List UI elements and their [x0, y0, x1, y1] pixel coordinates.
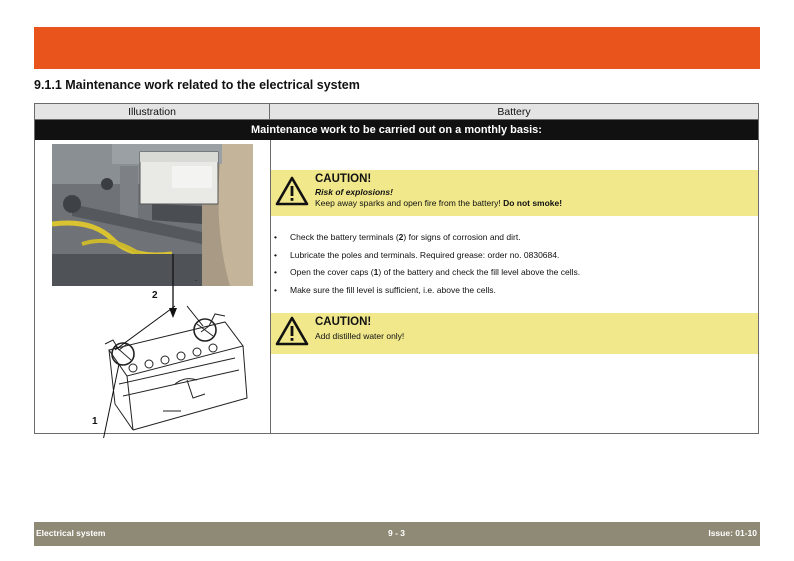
caution-text: Add distilled water only!: [315, 331, 405, 341]
caution-title: CAUTION!: [315, 173, 372, 185]
caution-text: [315, 198, 562, 208]
callout-label-1: 1: [92, 416, 98, 427]
list-item: • Check the battery terminals (2) for signs of corrosion and dirt.: [274, 232, 521, 242]
warning-triangle-icon: [275, 316, 309, 346]
list-item: • Open the cover caps (1) of the battery and check the fill level above the cells.: [274, 267, 581, 277]
caution-subtitle: Risk of explosions!: [315, 187, 393, 197]
list-item: • Make sure the fill level is sufficient, i.e. above the cells.: [274, 284, 496, 295]
footer-page-number: 9 - 3: [388, 528, 406, 538]
footer-chapter: Electrical system: [36, 528, 106, 538]
interval-bar: Maintenance work to be carried out on a monthly basis:: [35, 120, 758, 140]
caution-text-main: Keep away sparks and open fire from the battery!: [315, 198, 501, 208]
battery-photo: [52, 144, 253, 286]
callout-label-2: 2: [152, 290, 158, 301]
list-item: • Lubricate the poles and terminals. Required grease: order no. 0830684.: [274, 249, 560, 260]
column-header-battery: Battery: [270, 104, 758, 120]
page-footer: [34, 522, 760, 546]
maintenance-table: [34, 103, 759, 434]
footer-issue: Issue: 01-10: [708, 528, 757, 538]
column-header-illustration: Illustration: [35, 104, 270, 120]
maintenance-steps: [274, 230, 754, 300]
section-title: 9.1.1 Maintenance work related to the electrical system: [34, 78, 360, 92]
warning-triangle-icon: [275, 176, 309, 206]
caution-box-explosion: [271, 170, 758, 216]
caution-title: CAUTION!: [315, 316, 372, 328]
caution-box-distilled-water: [271, 313, 758, 354]
header-color-band: [34, 27, 760, 69]
pointer-arrow: [163, 254, 183, 320]
caution-text-bold: Do not smoke!: [503, 198, 563, 208]
